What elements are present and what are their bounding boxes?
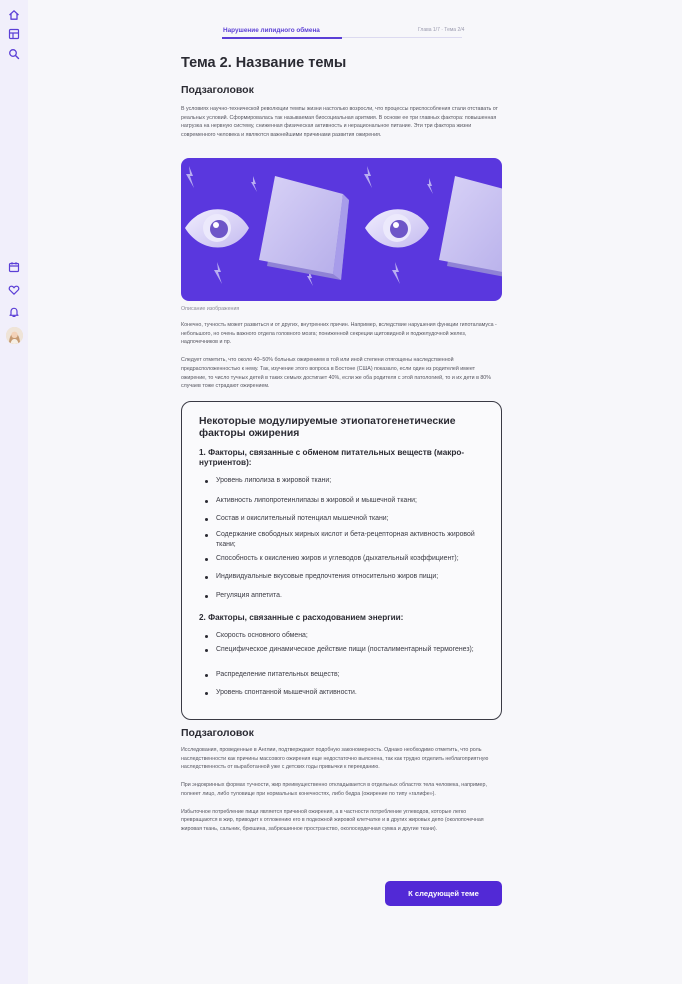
bell-icon[interactable] [7,305,21,319]
topic-progress [222,24,465,44]
next-topic-button[interactable]: К следующей теме [385,881,502,906]
paragraph: В условиях научно-технической революции темпы жизни настолько возросли, что процессы приспособления стали отставать от реальных условий. Сформировалась так называемая биосоциальная аритмия. В основе ее три главных фактора: повышенная нагрузка на нервную систему, сниженная физическая активность и нерациональное питание. Эти три фактора жизни современного человека и являются важнейшими причинами развития ожирения. [181,106,498,139]
progress-fill [222,37,342,39]
list-item: Регуляция аппетита. [216,591,486,601]
paragraph: Избыточное потребление пищи является причиной ожирения, а в частности потребление углеводов, которые легко превращаются в жир, приводит к отложению его в подкожной жировой клетчатке и в других жировых депо (околопочечная жировая ткань, сальник, брюшина, забрюшинное пространство, околосердечная сумка и другие ткани). [181,808,484,832]
list-item: Активность липопротеинлипазы в жировой и мышечной ткани; [216,496,486,506]
article-body-2 [181,727,502,834]
list-item: Распределение питательных веществ; [216,670,486,680]
article-intro [181,55,502,140]
subtitle: Подзаголовок [181,727,254,739]
list-item: Уровень спонтанной мышечной активности. [216,688,486,698]
calendar-icon[interactable] [7,260,21,274]
card-section-title: 2. Факторы, связанные с расходованием энергии: [199,613,404,622]
card-section-title: 1. Факторы, связанные с обменом питательных веществ (макро-нутриентов): [199,448,465,468]
list-item: Способность к окислению жиров и углеводов (дыхательный коэффициент); [216,554,486,564]
avatar[interactable] [6,327,23,344]
sidebar [0,0,28,984]
factors-card [181,401,502,720]
list-item: Уровень липолиза в жировой ткани; [216,476,486,486]
card-title: Некоторые модулируемые этиопатогенетические факторы ожирения [199,416,456,439]
progress-title[interactable]: Нарушение липидного обмена [223,27,320,34]
paragraph: Исследования, проведенные в Англии, подтверждают подобную закономерность. Однако необходимо отметить, что роль наследственности как причины массового ожирения еще недостаточно выяснена, так как трудно отделить неблагоприятную наследственность от выработанной уже с детских годы привычки к перееданию. [181,747,489,771]
hero-image [181,158,502,301]
subtitle: Подзаголовок [181,84,254,96]
paragraph: Конечно, тучность может развиться и от других, внутренних причин. Например, вследствие нарушения функции гипоталамуса - небольшого, но очень важного отдела головного мозга; пониженной секреции щитовидной и поджелудочной желез, надпочечников и пр. [181,322,497,346]
paragraph: Следует отметить, что около 40–50% больных ожирением в той или иной степени отягощены наследственной предрасположенностью к нему. Так, изучение этого вопроса в Бостоне (США) показало, если один из родителей имеет ожирение, то число тучных детей в таких семьях достигает 40%, если же оба родителя с этой патологией, то и их дети в 80% случаев тоже страдают ожирением. [181,357,491,390]
home-icon[interactable] [7,8,21,22]
list-item: Специфическое динамическое действие пищи (посталиментарный термогенез); [216,645,486,655]
progress-page: Глава 1/7 · Тема 2/4 [418,27,465,33]
dashboard-icon[interactable] [7,27,21,41]
list-item: Состав и окислительный потенциал мышечной ткани; [216,514,486,524]
list-item: Индивидуальные вкусовые предпочтения относительно жиров пищи; [216,572,486,582]
article-body-1 [181,321,502,391]
image-caption: Описание изображения [181,306,240,312]
paragraph: При эндокринных формах тучности, жир преимущественно откладывается в отдельных областях тела человека, например, полнеет лицо, либо туловище при нормальных конечностях, либо бедра (ожирение по типу «галифе»). [181,782,487,797]
search-icon[interactable] [7,47,21,61]
heart-icon[interactable] [7,283,21,297]
list-item: Скорость основного обмена; [216,631,486,641]
list-item: Содержание свободных жирных кислот и бета-рецепторная активность жировой ткани; [216,530,486,549]
progress-track [222,37,462,38]
page-title: Тема 2. Название темы [181,55,347,71]
